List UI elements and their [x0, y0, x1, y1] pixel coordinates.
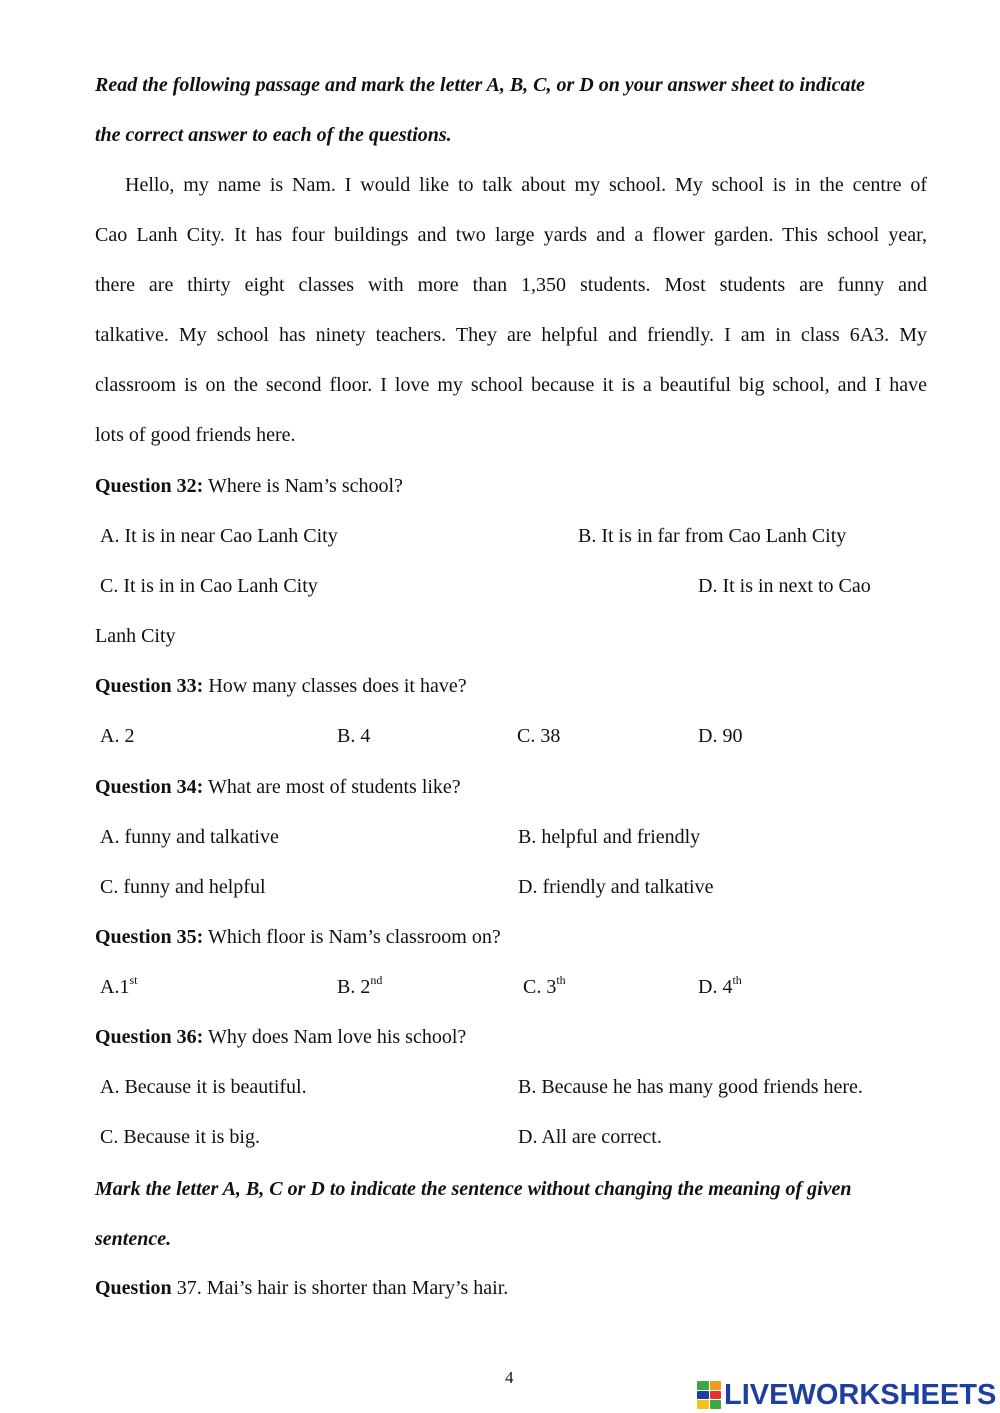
question-35 [95, 924, 501, 950]
q34-option-a[interactable]: A. funny and talkative [100, 826, 279, 848]
question-33 [95, 673, 467, 699]
q34-option-d[interactable]: D. friendly and talkative [518, 876, 714, 898]
question-33-text: How many classes does it have? [203, 675, 467, 697]
q32-option-d[interactable]: D. It is in next to Cao [698, 575, 871, 597]
q35-option-b[interactable] [337, 974, 382, 1000]
liveworksheets-logo-text: LIVEWORKSHEETS [724, 1378, 997, 1411]
instruction-reading-line1: Read the following passage and mark the letter A, B, C, or D on your answer sheet to indicate [95, 74, 865, 96]
passage-line: there are thirty eight classes with more than 1,350 students. Most students are funny and [95, 274, 927, 296]
question-36 [95, 1024, 466, 1050]
q36-option-c[interactable]: C. Because it is big. [100, 1126, 260, 1148]
q33-option-b[interactable]: B. 4 [337, 725, 371, 747]
question-37 [95, 1275, 508, 1301]
passage-line: classroom is on the second floor. I love my school because it is a beautiful big school, and I have [95, 374, 927, 396]
q36-option-b[interactable]: B. Because he has many good friends here. [518, 1076, 863, 1098]
q33-option-a[interactable]: A. 2 [100, 725, 135, 747]
passage-line: lots of good friends here. [95, 424, 296, 446]
passage-line: Cao Lanh City. It has four buildings and two large yards and a flower garden. This school year, [95, 224, 927, 246]
q35-option-a-suffix: st [129, 973, 138, 987]
question-35-text: Which floor is Nam’s classroom on? [203, 926, 501, 948]
question-34 [95, 774, 461, 800]
question-32-label: Question 32: [95, 475, 204, 497]
q35-option-a-text: A.1 [100, 976, 130, 998]
question-32 [95, 473, 403, 499]
question-34-label: Question 34: [95, 776, 204, 798]
q35-option-b-text: B. 2 [337, 976, 371, 998]
question-35-label: Question 35: [95, 926, 204, 948]
q36-option-d[interactable]: D. All are correct. [518, 1126, 662, 1148]
q35-option-d[interactable] [698, 974, 742, 1000]
liveworksheets-logo [697, 1378, 996, 1412]
q33-option-c[interactable]: C. 38 [517, 725, 561, 747]
q35-option-b-suffix: nd [370, 973, 383, 987]
q34-option-c[interactable]: C. funny and helpful [100, 876, 266, 898]
question-37-text: 37. Mai’s hair is shorter than Mary’s hair. [171, 1277, 509, 1299]
question-37-label: Question [95, 1277, 172, 1299]
passage-line: Hello, my name is Nam. I would like to talk about my school. My school is in the centre of [125, 174, 927, 196]
instruction-reading-line2: the correct answer to each of the questions. [95, 124, 452, 146]
question-36-text: Why does Nam love his school? [203, 1026, 467, 1048]
instruction-rewrite-line1: Mark the letter A, B, C or D to indicate the sentence without changing the meaning of given [95, 1178, 852, 1200]
q32-option-d-continued[interactable]: Lanh City [95, 625, 176, 647]
q36-option-a[interactable]: A. Because it is beautiful. [100, 1076, 307, 1098]
liveworksheets-logo-icon [697, 1381, 721, 1409]
q34-option-b[interactable]: B. helpful and friendly [518, 826, 701, 848]
q35-option-d-suffix: th [732, 973, 742, 987]
q32-option-c[interactable]: C. It is in in Cao Lanh City [100, 575, 318, 597]
instruction-rewrite-line2: sentence. [95, 1228, 172, 1250]
passage-line: talkative. My school has ninety teachers. They are helpful and friendly. I am in class 6A3. My [95, 324, 927, 346]
question-34-text: What are most of students like? [203, 776, 461, 798]
q32-option-a[interactable]: A. It is in near Cao Lanh City [100, 525, 338, 547]
q35-option-c-text: C. 3 [523, 976, 557, 998]
q35-option-d-text: D. 4 [698, 976, 733, 998]
q33-option-d[interactable]: D. 90 [698, 725, 743, 747]
question-33-label: Question 33: [95, 675, 204, 697]
q35-option-a[interactable] [100, 974, 137, 1000]
question-36-label: Question 36: [95, 1026, 204, 1048]
page-number: 4 [505, 1368, 514, 1387]
q35-option-c-suffix: th [556, 973, 566, 987]
q35-option-c[interactable] [523, 974, 566, 1000]
question-32-text: Where is Nam’s school? [203, 475, 403, 497]
q32-option-b[interactable]: B. It is in far from Cao Lanh City [578, 525, 847, 547]
